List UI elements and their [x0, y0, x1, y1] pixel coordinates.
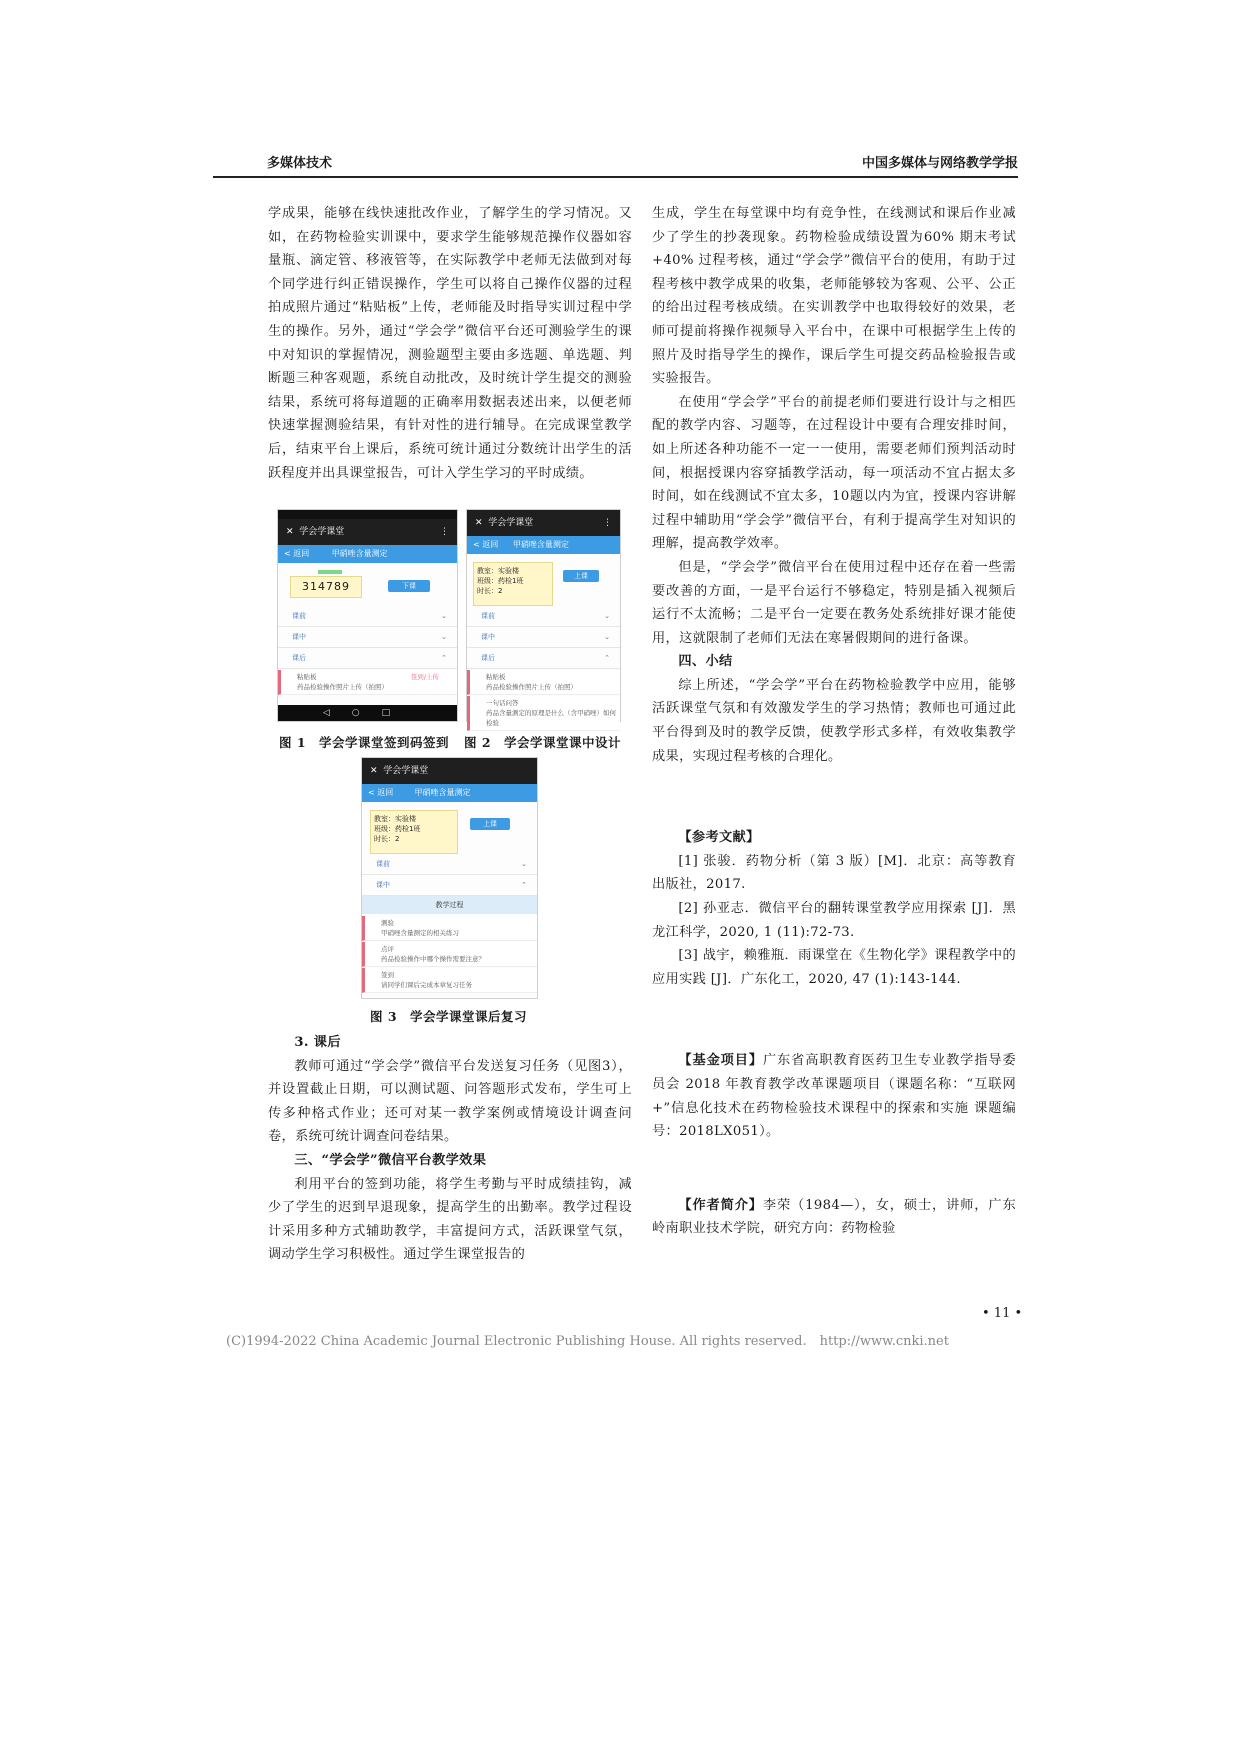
class-info-card: 教室：实验楼 班级：药检1班 时长：2 — [370, 810, 458, 854]
nav-title: 甲硝唑含量测定 — [331, 549, 388, 558]
start-class-button: 上课 — [470, 818, 510, 830]
back-link: < 返回 — [473, 540, 499, 549]
app-titlebar — [467, 510, 620, 536]
paragraph: 教师可通过“学会学”微信平台发送复习任务（见图3），并设置截止日期，可以测试题、问答题形式发布，学生可上传多种格式作业；还可对某一教学案例或情境设计调查问卷，系统可统计调查问卷结果。 — [268, 1058, 632, 1145]
list-item: 点评 药品检验操作中哪个操作需要注意？ — [362, 942, 537, 967]
row-before-class: 课前 ⌄ — [278, 606, 457, 627]
app-title: 学会学课堂 — [299, 527, 345, 537]
back-link: < 返回 — [284, 549, 310, 558]
fund-note — [652, 1049, 1016, 1143]
row-after-class: 课后 ⌃ — [278, 648, 457, 669]
row-after-class: 课后 ⌃ — [467, 648, 620, 669]
section-heading: 3. 课后 — [294, 1035, 341, 1050]
reference-item: [2] 孙亚志．微信平台的翻转课堂教学应用探索 [J]．黑龙江科学，2020, 1 (11):72-73. — [652, 901, 1016, 940]
fund-label: 【基金项目】 — [678, 1053, 763, 1069]
left-column-top — [268, 202, 632, 485]
paragraph: 学成果，能够在线快速批改作业，了解学生的学习情况。又如，在药物检验实训课中，要求学生能够规范操作仪器如容量瓶、滴定管、移液管等，在实际教学中老师无法做到对每个同学进行纠正错误操作，学生可以将自己操作仪器的过程拍成照片通过“粘贴板”上传，老师能及时指导实训过程中学生的操作。另外，通过“学会学”微信平台还可测验学生的课中对知识的掌握情况，测验题型主要由多选题、单选题、判断题三种客观题，系统自动批改，及时统计学生提交的测验结果，系统可将每道题的正确率用数据表述出来，以便老师快速掌握测验结果，有针对性的进行辅导。在完成课堂教学后，结束平台上课后，系统可统计通过分数统计出学生的活跃程度并出具课堂报告，可计入学生学习的平时成绩。 — [268, 206, 632, 481]
figure-2-caption: 图 2 学会学课堂课中设计 — [464, 735, 622, 750]
left-column-bottom — [268, 1031, 632, 1267]
nav-title: 甲硝唑含量测定 — [414, 788, 471, 797]
author-label: 【作者简介】 — [678, 1197, 763, 1213]
status-bar — [278, 510, 457, 519]
app-title: 学会学课堂 — [488, 518, 534, 528]
figure-2-screenshot — [466, 509, 621, 727]
chevron-up-icon: ⌃ — [521, 881, 527, 889]
list-item: 签到 请同学们课后完成本章复习任务 — [362, 968, 537, 993]
figure-1-caption: 图 1 学会学课堂签到码签到 — [279, 735, 450, 750]
chevron-down-icon: ⌄ — [441, 633, 447, 641]
more-icon: ⋮ — [603, 518, 612, 528]
row-in-class: 课中 ⌄ — [278, 627, 457, 648]
close-icon: ✕ — [475, 518, 483, 528]
section-heading: 四、小结 — [678, 654, 733, 670]
row-in-class: 课中 ⌃ — [362, 875, 537, 896]
chevron-down-icon: ⌄ — [604, 633, 610, 641]
figure-3-screenshot — [361, 757, 538, 999]
nav-bar — [467, 536, 620, 554]
section-heading: 三、“学会学”微信平台教学效果 — [294, 1152, 487, 1168]
author-text: 李荣（1984—），女，硕士，讲师，广东岭南职业技术学院，研究方向：药物检验 — [652, 1197, 1016, 1237]
list-item: 粘贴板 药品检验操作照片上传（拍照） — [467, 670, 620, 695]
list-item: 粘贴板 药品检验操作照片上传（拍照） 签到/上传 — [278, 670, 457, 695]
nav-bar — [278, 545, 457, 563]
references-title: 【参考文献】 — [678, 830, 760, 846]
app-titlebar — [278, 519, 457, 545]
sign-code: 314789 — [290, 576, 362, 598]
header-journal-title: 中国多媒体与网络教学学报 — [861, 156, 1018, 171]
right-column — [652, 202, 1016, 1241]
nav-title: 甲硝唑含量测定 — [512, 540, 569, 549]
chevron-down-icon: ⌄ — [604, 612, 610, 620]
start-class-button: 上课 — [563, 570, 599, 582]
header-section-title: 多媒体技术 — [267, 156, 333, 171]
list-item: 一句话问答 药品含量测定的原理是什么（含甲硝唑）如何检验 — [467, 696, 620, 731]
paragraph: 利用平台的签到功能，将学生考勤与平时成绩挂钩，减少了学生的迟到早退现象，提高学生的出勤率。教学过程设计采用多种方式辅助教学，丰富提问方式，活跃课堂气氛，调动学生学习积极性。通过学生课堂报告的 — [268, 1176, 632, 1263]
page-number: • 11 • — [982, 1306, 1023, 1321]
reference-item: [1] 张骏．药物分析（第 3 版）[M]．北京：高等教育出版社，2017. — [652, 853, 1016, 893]
paragraph: 生成，学生在每堂课中均有竞争性，在线测试和课后作业减少了学生的抄袭现象。药物检验成绩设置为60% 期末考试 +40% 过程考核，通过“学会学”微信平台的使用，有助于过程考核中教学成果的收集，老师能够较为客观、公平、公正的给出过程考核成绩。在实训教学中也取得较好的效果，老师可提前将操作视频导入平台中，在课中可根据学生上传的照片及时指导学生的操作，课后学生可提交药品检验报告或实验报告。 — [652, 206, 1016, 387]
row-in-class: 课中 ⌄ — [467, 627, 620, 648]
section-header: 教学过程 — [362, 896, 537, 914]
app-titlebar — [362, 758, 537, 784]
paragraph: 在使用“学会学”平台的前提老师们要进行设计与之相匹配的教学内容、习题等，在过程设计中要有合理安排时间，如上所述各种功能不一定一一使用，需要老师们预判活动时间，根据授课内容穿插教学活动，每一项活动不宜占据太多时间，如在线测试不宜太多，10题以内为宜，授课内容讲解过程中辅助用“学会学”微信平台，有利于提高学生对知识的理解，提高教学效率。 — [652, 394, 1016, 552]
copyright-footer: (C)1994-2022 China Academic Journal Electronic Publishing House. All rights reserved. http://www.cnki.net — [226, 1334, 949, 1349]
nav-bar — [362, 784, 537, 802]
class-info-card: 教室：实验楼 班级：药检1班 时长：2 — [473, 562, 553, 606]
close-icon: ✕ — [370, 766, 378, 776]
list-item: 测验 甲硝唑含量测定的相关练习 — [362, 916, 537, 941]
back-link: < 返回 — [368, 788, 394, 797]
figure-1-screenshot — [277, 509, 458, 722]
fund-text: 广东省高职教育医药卫生专业教学指导委员会 2018 年教育教学改革课题项目（课题名称：“互联网 +”信息化技术在药物检验技术课程中的探索和实施 课题编号：2018LX051）。 — [652, 1053, 1016, 1140]
chevron-down-icon: ⌄ — [521, 860, 527, 868]
status-badge: 签到/上传 — [410, 673, 439, 681]
author-note — [652, 1194, 1016, 1241]
running-header — [213, 150, 1018, 178]
row-before-class: 课前 ⌄ — [467, 606, 620, 627]
reference-item: [3] 战宇，赖雅瓶．雨课堂在《生物化学》课程教学中的应用实践 [J]．广东化工，2020, 47 (1):143-144. — [652, 948, 1016, 987]
more-icon: ⋮ — [440, 527, 449, 537]
paragraph: 但是，“学会学”微信平台在使用过程中还存在着一些需要改善的方面，一是平台运行不够稳定，特别是插入视频后运行不太流畅；二是平台一定要在教务处系统排好课才能使用，这就限制了老师们无法在寒暑假期间的进行备课。 — [652, 559, 1016, 646]
close-icon: ✕ — [286, 527, 294, 537]
figure-3-caption: 图 3 学会学课堂课后复习 — [370, 1009, 528, 1024]
android-nav-bar: ◁○□ — [278, 705, 457, 721]
paragraph: 综上所述，“学会学”平台在药物检验教学中应用，能够活跃课堂气氛和有效激发学生的学习热情；教师也可通过此平台得到及时的教学反馈，使教学形式多样，有效收集教学成果，实现过程考核的合理化。 — [652, 677, 1016, 764]
row-before-class: 课前 ⌄ — [362, 854, 537, 875]
chevron-up-icon: ⌃ — [604, 654, 610, 662]
sign-code-bar — [318, 570, 342, 574]
chevron-up-icon: ⌃ — [441, 654, 447, 662]
app-title: 学会学课堂 — [383, 766, 429, 776]
chevron-down-icon: ⌄ — [441, 612, 447, 620]
end-class-button: 下课 — [388, 580, 430, 592]
